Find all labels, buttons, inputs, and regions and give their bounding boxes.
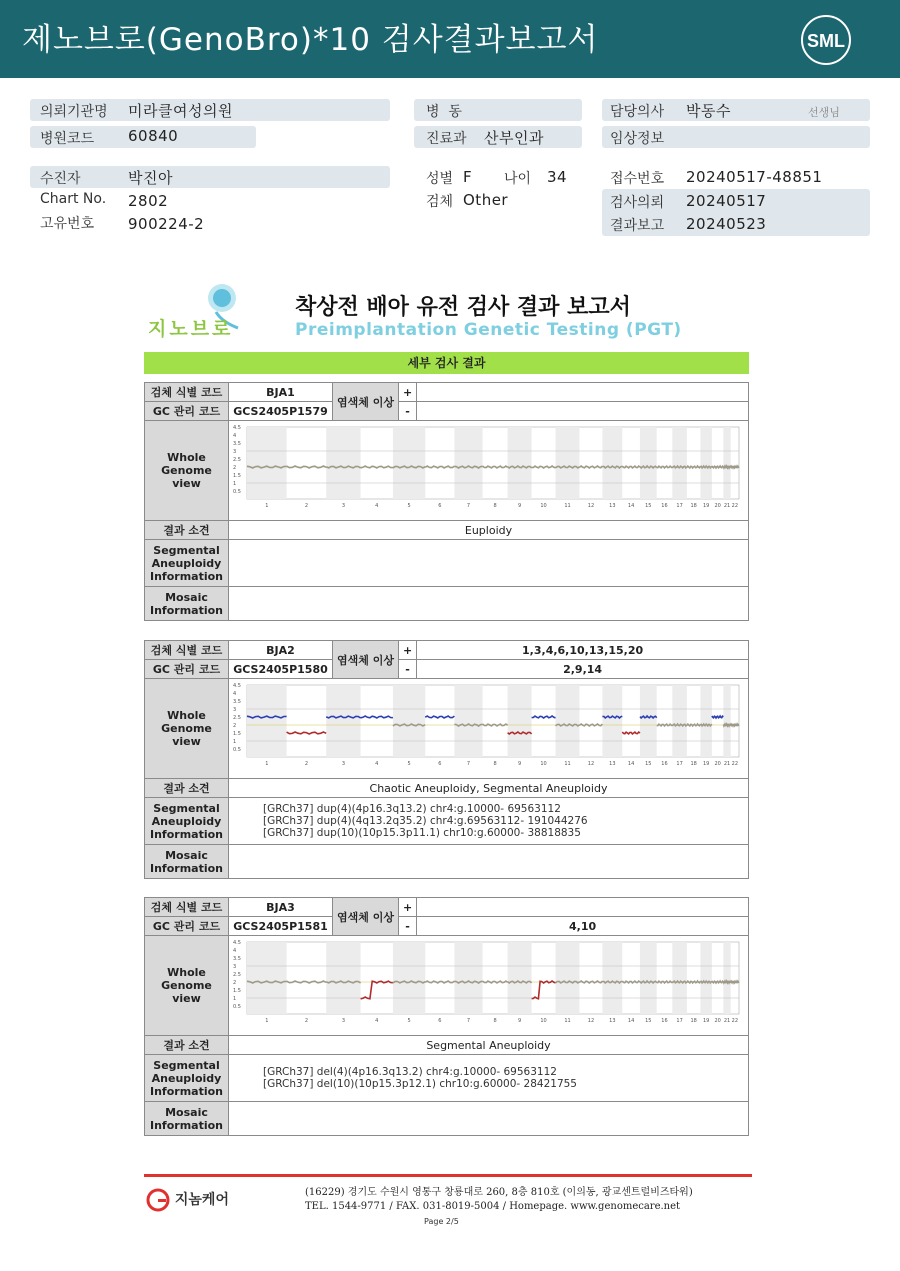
gc-code-label: GC 관리 코드 [145,402,229,421]
y-tick-label: 4.5 [233,425,241,431]
chromosome-band [326,427,360,499]
sml-logo-icon [800,14,852,66]
footer-address [305,1186,693,1214]
x-tick-label: 7 [466,761,471,767]
segmental-info [229,1055,749,1102]
report-title: 제노브로(GenoBro)*10 검사결과보고서 [22,22,599,58]
footer-divider [144,1174,752,1177]
sample-id-value: BJA1 [229,383,333,402]
copy-number-trace [657,981,673,983]
y-tick-label: 1 [233,739,237,745]
x-tick-label: 1 [265,503,269,509]
x-tick-label: 21 [723,761,731,767]
chromosome-band [640,942,657,1014]
copy-number-trace [657,466,673,468]
y-tick-label: 4 [233,691,237,697]
sample-id-label: 검체 식별 코드 [145,641,229,660]
mosaic-label: Mosaic Information [145,587,229,621]
pgt-title: 착상전 배아 유전 검사 결과 보고서 [295,295,631,320]
chromosome-band [508,427,532,499]
x-tick-label: 18 [690,503,697,509]
copy-number-trace [723,466,730,468]
chromosome-band [556,942,580,1014]
chromosome-band [393,942,425,1014]
copy-number-trace [687,724,701,726]
genome-plot [231,423,745,515]
y-tick-label: 2 [233,723,237,729]
result-label: 결과 소견 [145,779,229,798]
specimen-value: Other [463,191,509,209]
segmental-line: [GRCh37] dup(4)(4p16.3q13.2) chr4:g.10000- 69563112 [263,803,561,815]
x-tick-label: 11 [564,761,571,767]
minus-sign: - [398,917,416,936]
x-tick-label: 3 [341,1018,346,1024]
x-tick-label: 5 [407,761,411,767]
copy-number-trace [287,732,327,734]
chromosome-band [556,427,580,499]
x-tick-label: 8 [493,503,497,509]
x-tick-label: 9 [517,503,522,509]
x-tick-label: 5 [407,1018,411,1024]
plot-frame [247,427,739,499]
minus-sign: - [398,660,416,679]
dept-label: 진료과 [426,131,467,147]
x-tick-label: 22 [731,503,739,509]
mosaic-info [229,1102,749,1136]
x-tick-label: 19 [702,1018,710,1024]
y-tick-label: 4 [233,433,237,439]
report-header [0,0,900,78]
copy-number-trace [361,981,393,999]
x-tick-label: 2 [304,1018,309,1024]
x-tick-label: 1 [265,1018,269,1024]
chromosome-band [454,685,482,757]
patient-name-label: 수진자 [40,171,81,187]
segmental-label: Segmental Aneuploidy Information [145,798,229,845]
copy-number-trace [483,724,508,726]
x-tick-label: 15 [645,761,652,767]
x-tick-label: 19 [702,503,710,509]
x-tick-label: 6 [438,761,442,767]
copy-number-trace [700,724,712,726]
dept-value: 산부인과 [484,129,544,147]
genome-plot-cell [229,679,749,779]
genome-view-label: Whole Genome view [145,679,229,779]
plot-frame [247,685,739,757]
x-tick-label: 20 [714,503,721,509]
x-tick-label: 2 [304,503,309,509]
copy-number-trace [640,716,657,718]
segmental-label: Segmental Aneuploidy Information [145,1055,229,1102]
copy-number-trace [425,981,454,983]
loss-chromosomes: 4,10 [417,917,749,936]
chromosome-band [602,685,622,757]
id-value: 900224-2 [128,215,205,233]
sex-value: F [463,168,473,186]
age-label: 나이 [504,171,532,187]
chromosome-band [454,942,482,1014]
genobro-logo-text: 지노브로 [148,318,234,340]
receipt-label: 접수번호 [610,171,665,187]
x-tick-label: 20 [714,761,721,767]
x-tick-label: 8 [493,1018,497,1024]
gc-code-value: GCS2405P1579 [229,402,333,421]
x-tick-label: 17 [676,1018,683,1024]
report-date-label: 결과보고 [610,218,665,234]
x-tick-label: 12 [587,503,595,509]
x-tick-label: 14 [627,761,635,767]
abnormal-label: 염색체 이상 [333,898,399,936]
copy-number-trace [622,732,640,734]
segmental-line: [GRCh37] dup(4)(4q13.2q35.2) chr4:g.69563112- 191044276 [263,815,588,827]
gain-chromosomes [417,383,749,402]
copy-number-trace [731,724,739,726]
pgt-subtitle: Preimplantation Genetic Testing (PGT) [295,320,682,340]
result-value: Chaotic Aneuploidy, Segmental Aneuploidy [229,779,749,798]
page-number: Page 2/5 [424,1217,459,1226]
copy-number-trace [425,466,454,468]
segmental-line: [GRCh37] del(10)(10p15.3p12.1) chr10:g.60000- 28421755 [263,1078,577,1090]
chromosome-band [326,942,360,1014]
x-tick-label: 22 [731,1018,739,1024]
y-tick-label: 4 [233,948,237,954]
chromosome-band [700,685,711,757]
sample-table [144,382,749,621]
minus-sign: - [398,402,416,421]
x-tick-label: 16 [661,503,668,509]
contact-line: TEL. 1544-9771 / FAX. 031-8019-5004 / Homepage. www.genomecare.net [305,1201,681,1212]
y-tick-label: 1 [233,996,237,1002]
x-tick-label: 21 [723,1018,731,1024]
result-value: Euploidy [229,521,749,540]
x-tick-label: 10 [540,761,547,767]
gc-code-value: GCS2405P1581 [229,917,333,936]
plus-sign: + [398,641,416,660]
hospital-code-label: 병원코드 [40,131,95,147]
result-label: 결과 소견 [145,521,229,540]
genomecare-g-icon [146,1188,170,1212]
segmental-label: Segmental Aneuploidy Information [145,540,229,587]
x-tick-label: 15 [645,503,652,509]
genobro-logo [146,282,256,342]
x-tick-label: 15 [645,1018,652,1024]
x-tick-label: 19 [702,761,710,767]
x-tick-label: 4 [375,761,379,767]
chromosome-band [672,942,687,1014]
segmental-info [229,540,749,587]
chromosome-band [508,685,532,757]
x-tick-label: 8 [493,761,497,767]
patient-name-value: 박진아 [128,169,173,187]
chromosome-band [508,942,532,1014]
specimen-label: 검체 [426,194,454,210]
chart-label: Chart No. [40,191,107,207]
copy-number-trace [532,716,556,718]
chromosome-band [602,942,622,1014]
result-value: Segmental Aneuploidy [229,1036,749,1055]
y-tick-label: 3 [233,707,237,713]
genome-view-label: Whole Genome view [145,421,229,521]
chromosome-band [247,685,287,757]
x-tick-label: 18 [690,1018,697,1024]
x-tick-label: 2 [304,761,309,767]
sample-id-value: BJA3 [229,898,333,917]
chromosome-band [393,427,425,499]
address-line: (16229) 경기도 수원시 영통구 창룡대로 260, 8층 810호 (이의동, 광교센트럴비즈타워) [305,1187,693,1198]
copy-number-trace [723,724,730,726]
sample-table [144,640,749,879]
y-tick-label: 3.5 [233,956,241,962]
request-label: 검사의뢰 [610,195,665,211]
hospital-value: 미라클여성의원 [128,102,233,120]
x-tick-label: 11 [564,503,571,509]
x-tick-label: 13 [609,761,616,767]
copy-number-trace [361,716,393,718]
gc-code-value: GCS2405P1580 [229,660,333,679]
mosaic-label: Mosaic Information [145,845,229,879]
sex-label: 성별 [426,171,454,187]
genomecare-name: 지놈케어 [174,1192,229,1208]
mosaic-info [229,845,749,879]
y-tick-label: 4.5 [233,683,241,689]
copy-number-trace [731,466,739,468]
copy-number-trace [287,466,327,468]
x-tick-label: 11 [564,1018,571,1024]
x-tick-label: 3 [341,503,346,509]
y-tick-label: 0.5 [233,1004,241,1010]
segmental-line: [GRCh37] del(4)(4p16.3q13.2) chr4:g.10000- 69563112 [263,1066,557,1078]
x-tick-label: 9 [517,1018,522,1024]
plot-frame [247,942,739,1014]
copy-number-trace [483,466,508,468]
copy-number-trace [622,466,640,468]
x-tick-label: 1 [265,761,269,767]
x-tick-label: 14 [627,1018,635,1024]
x-tick-label: 16 [661,1018,668,1024]
x-tick-label: 5 [407,503,411,509]
x-tick-label: 10 [540,503,547,509]
genome-plot-cell [229,421,749,521]
x-tick-label: 7 [466,1018,471,1024]
mosaic-info [229,587,749,621]
y-tick-label: 4.5 [233,940,241,946]
x-tick-label: 13 [609,1018,616,1024]
copy-number-trace [287,981,327,983]
copy-number-trace [700,981,712,983]
loss-chromosomes [417,402,749,421]
abnormal-label: 염색체 이상 [333,641,399,679]
chromosome-band [247,427,287,499]
loss-chromosomes: 2,9,14 [417,660,749,679]
copy-number-trace [580,724,603,726]
x-tick-label: 22 [731,761,739,767]
y-tick-label: 1.5 [233,473,241,479]
chromosome-band [672,427,687,499]
y-tick-label: 2.5 [233,715,241,721]
y-tick-label: 3.5 [233,441,241,447]
x-tick-label: 17 [676,503,683,509]
receipt-value: 20240517-48851 [686,168,823,186]
copy-number-trace [580,981,603,983]
x-tick-label: 12 [587,1018,595,1024]
chromosome-band [723,427,730,499]
chromosome-band [672,685,687,757]
y-tick-label: 3.5 [233,699,241,705]
plus-sign: + [398,898,416,917]
copy-number-trace [483,981,508,983]
doctor-label: 담당의사 [610,104,665,120]
y-tick-label: 2 [233,980,237,986]
hospital-label: 의뢰기관명 [40,104,108,120]
gc-code-label: GC 관리 코드 [145,917,229,936]
chromosome-band [247,942,287,1014]
report-date-value: 20240523 [686,215,767,233]
section-bar: 세부 검사 결과 [144,352,749,374]
abnormal-label: 염색체 이상 [333,383,399,421]
ward-label: 병 동 [426,104,462,120]
doctor-suffix: 선생님 [808,106,840,119]
y-tick-label: 0.5 [233,747,241,753]
x-tick-label: 6 [438,1018,442,1024]
copy-number-trace [700,466,712,468]
plus-sign: + [398,383,416,402]
result-label: 결과 소견 [145,1036,229,1055]
copy-number-trace [657,724,673,726]
request-value: 20240517 [686,192,767,210]
x-tick-label: 18 [690,761,697,767]
segmental-line: [GRCh37] dup(10)(10p15.3p11.1) chr10:g.60000- 38818835 [263,827,581,839]
y-tick-label: 0.5 [233,489,241,495]
x-tick-label: 10 [540,1018,547,1024]
x-tick-label: 21 [723,503,731,509]
chromosome-band [723,685,730,757]
chromosome-band [700,942,711,1014]
copy-number-trace [425,716,454,718]
copy-number-trace [712,981,724,983]
gain-chromosomes: 1,3,4,6,10,13,15,20 [417,641,749,660]
hospital-code-value: 60840 [128,127,179,145]
copy-number-trace [532,466,556,468]
x-tick-label: 6 [438,503,442,509]
x-tick-label: 12 [587,761,595,767]
y-tick-label: 2.5 [233,457,241,463]
genome-plot [231,681,745,773]
x-tick-label: 14 [627,503,635,509]
y-tick-label: 2.5 [233,972,241,978]
copy-number-trace [712,716,724,718]
copy-number-trace [723,981,730,983]
doctor-value: 박동수 [686,102,731,120]
genome-plot [231,938,745,1030]
chromosome-band [640,685,657,757]
x-tick-label: 7 [466,503,471,509]
genome-view-label: Whole Genome view [145,936,229,1036]
chromosome-band [556,685,580,757]
x-tick-label: 9 [517,761,522,767]
chromosome-band [326,685,360,757]
copy-number-trace [712,466,724,468]
segmental-info [229,798,749,845]
chromosome-band [454,427,482,499]
chromosome-band [723,942,730,1014]
gain-chromosomes [417,898,749,917]
copy-number-trace [731,981,739,983]
clinical-label: 임상정보 [610,131,665,147]
copy-number-trace [687,981,701,983]
x-tick-label: 20 [714,1018,721,1024]
sample-id-label: 검체 식별 코드 [145,898,229,917]
genomecare-logo [146,1188,229,1212]
y-tick-label: 3 [233,449,237,455]
id-label: 고유번호 [40,216,95,232]
gc-code-label: GC 관리 코드 [145,660,229,679]
x-tick-label: 17 [676,761,683,767]
chromosome-band [393,685,425,757]
x-tick-label: 4 [375,503,379,509]
chart-value: 2802 [128,192,169,210]
sample-id-value: BJA2 [229,641,333,660]
chromosome-band [640,427,657,499]
copy-number-trace [580,466,603,468]
copy-number-trace [640,981,657,983]
sample-table [144,897,749,1136]
y-tick-label: 1 [233,481,237,487]
copy-number-trace [622,981,640,983]
age-value: 34 [547,168,568,186]
copy-number-trace [687,466,701,468]
chromosome-band [602,427,622,499]
x-tick-label: 13 [609,503,616,509]
copy-number-trace [640,466,657,468]
x-tick-label: 16 [661,761,668,767]
y-tick-label: 1.5 [233,731,241,737]
x-tick-label: 4 [375,1018,379,1024]
chromosome-band [700,427,711,499]
sample-id-label: 검체 식별 코드 [145,383,229,402]
mosaic-label: Mosaic Information [145,1102,229,1136]
y-tick-label: 2 [233,465,237,471]
genome-plot-cell [229,936,749,1036]
copy-number-trace [532,981,556,999]
y-tick-label: 3 [233,964,237,970]
logo-text: SML [807,31,845,51]
x-tick-label: 3 [341,761,346,767]
y-tick-label: 1.5 [233,988,241,994]
